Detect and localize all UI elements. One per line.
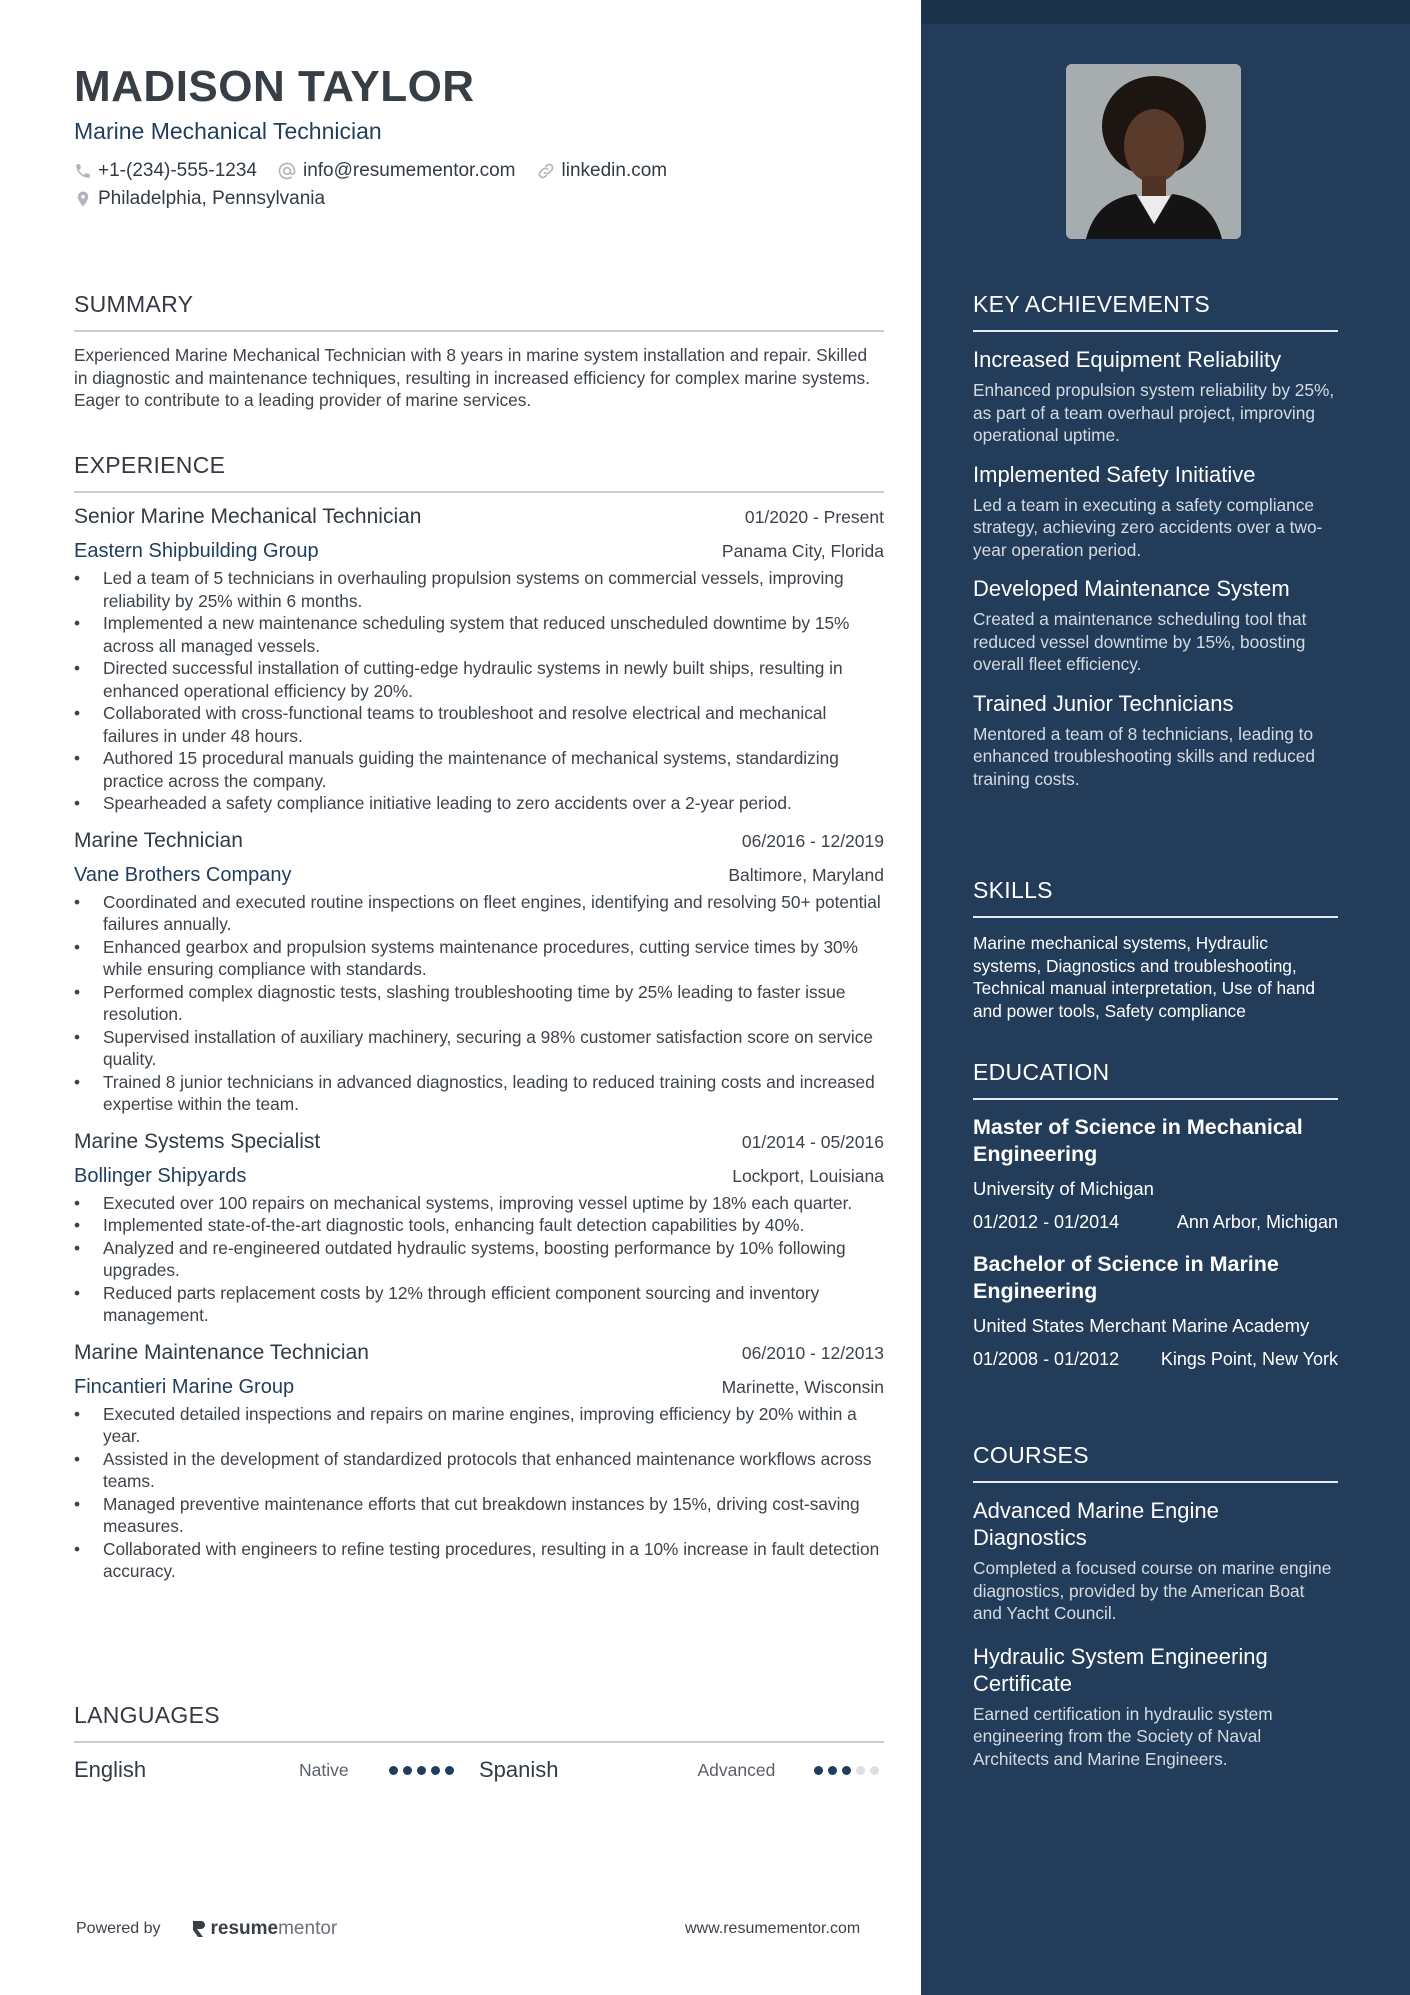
job-role: Senior Marine Mechanical Technician — [74, 505, 422, 528]
job-bullet: • Implemented state-of-the-art diagnostic tools, enhancing fault detection capabilities by 40%. — [74, 1214, 884, 1237]
location-text: Philadelphia, Pennsylvania — [98, 188, 326, 209]
job-bullet: • Implemented a new maintenance scheduling system that reduced unscheduled downtime by 15% across all managed vessels. — [74, 612, 884, 657]
education-heading: EDUCATION — [973, 1059, 1338, 1100]
achievement-title: Trained Junior Technicians — [973, 690, 1234, 716]
job-location: Panama City, Florida — [721, 541, 884, 561]
at-icon — [277, 161, 297, 181]
powered-by-label: Powered by — [76, 1920, 161, 1937]
education-location: Kings Point, New York — [1160, 1349, 1338, 1369]
logo-text-bold: resume — [210, 1918, 279, 1939]
job-bullet: • Spearheaded a safety compliance initiative leading to zero accidents over a 2-year period. — [74, 792, 884, 815]
summary-section — [74, 291, 884, 412]
job-bullet: • Directed successful installation of cutting-edge hydraulic systems in newly built ships, resulting in enhanced operational efficiency by 20%. — [74, 657, 884, 702]
location-row — [74, 188, 345, 210]
job-company: Fincantieri Marine Group — [74, 1375, 295, 1398]
summary-text: Experienced Marine Mechanical Technician with 8 years in marine system installation and repair. Skilled in diagnostic and maintenance techniques, resulting in increased efficiency for complex marine systems. Eager to contribute to a leading provider of marine services. — [74, 345, 870, 410]
phone-text: +1-(234)-555-1234 — [98, 160, 257, 181]
languages-section — [74, 1702, 884, 1783]
skills-section — [973, 877, 1338, 1022]
achievement-text: Created a maintenance scheduling tool that reduced vessel downtime by 15%, boosting overall fleet efficiency. — [973, 609, 1307, 674]
job-bullets — [74, 1192, 884, 1327]
job-entry — [74, 505, 884, 815]
job-dates: 01/2014 - 05/2016 — [741, 1131, 884, 1152]
job-bullet: • Analyzed and re-engineered outdated hydraulic systems, boosting performance by 10% following upgrades. — [74, 1237, 884, 1282]
language-rating — [814, 1766, 884, 1775]
sidebar-top-bar — [921, 0, 1410, 24]
linkedin-contact[interactable] — [536, 160, 668, 182]
skills-text: Marine mechanical systems, Hydraulic systems, Diagnostics and troubleshooting, Technical manual interpretation, Use of hand and power tools, Safety compliance — [973, 933, 1315, 1021]
job-role: Marine Systems Specialist — [74, 1129, 321, 1153]
job-dates: 06/2010 - 12/2013 — [741, 1342, 884, 1363]
course-title: Hydraulic System Engineering Certificate — [973, 1643, 1268, 1696]
rating-dot-filled — [403, 1766, 412, 1775]
phone-contact[interactable] — [74, 160, 257, 182]
job-bullet: • Coordinated and executed routine inspections on fleet engines, identifying and resolving 50+ potential failures annually. — [74, 891, 884, 936]
job-bullet: • Assisted in the development of standardized protocols that enhanced maintenance workflows across teams. — [74, 1448, 884, 1493]
courses-section — [973, 1442, 1338, 1770]
language-item — [74, 1757, 479, 1783]
email-text: info@resumementor.com — [302, 160, 516, 181]
job-role: Marine Maintenance Technician — [74, 1340, 369, 1364]
rating-dot-filled — [445, 1766, 454, 1775]
job-bullet: • Executed over 100 repairs on mechanical systems, improving vessel uptime by 18% each quarter. — [74, 1192, 884, 1215]
courses-heading: COURSES — [973, 1442, 1338, 1483]
job-company: Vane Brothers Company — [74, 863, 292, 886]
language-rating — [389, 1766, 459, 1775]
job-bullet: • Collaborated with engineers to refine testing procedures, resulting in a 10% increase in fault detection accuracy. — [74, 1538, 884, 1583]
job-location: Baltimore, Maryland — [728, 864, 884, 885]
education-section — [973, 1059, 1338, 1370]
rating-dot-empty — [870, 1766, 879, 1775]
job-location: Lockport, Louisiana — [732, 1165, 884, 1186]
summary-heading: SUMMARY — [74, 291, 884, 332]
language-level: Native — [299, 1759, 349, 1780]
job-bullet: • Authored 15 procedural manuals guiding the maintenance of mechanical systems, standardizing practice across the company. — [74, 747, 884, 792]
job-location: Marinette, Wisconsin — [721, 1376, 884, 1397]
resumementor-logo[interactable] — [191, 1918, 338, 1940]
course-text: Completed a focused course on marine engine diagnostics, provided by the American Boat and Yacht Council. — [973, 1558, 1332, 1623]
job-bullets — [74, 567, 884, 815]
education-school: University of Michigan — [973, 1178, 1154, 1199]
candidate-name: MADISON TAYLOR — [74, 62, 475, 111]
sidebar — [921, 0, 1410, 1995]
education-dates: 01/2008 - 01/2012 — [973, 1349, 1120, 1369]
candidate-title: Marine Mechanical Technician — [74, 118, 382, 144]
education-dates: 01/2012 - 01/2014 — [973, 1212, 1120, 1232]
job-dates: 06/2016 - 12/2019 — [741, 830, 884, 851]
job-entry — [74, 829, 884, 1116]
course-text: Earned certification in hydraulic system engineering from the Society of Naval Architects and Marine Engineers. — [973, 1703, 1273, 1769]
experience-heading: EXPERIENCE — [74, 452, 884, 493]
rating-dot-filled — [828, 1766, 837, 1775]
languages-heading: LANGUAGES — [74, 1702, 884, 1743]
job-bullet: • Executed detailed inspections and repairs on marine engines, improving efficiency by 20% within a year. — [74, 1403, 884, 1448]
linkedin-text: linkedin.com — [561, 160, 668, 181]
logo-mark-icon — [191, 1919, 207, 1939]
job-dates: 01/2020 - Present — [744, 507, 884, 527]
experience-section — [74, 452, 884, 1583]
job-bullets — [74, 891, 884, 1116]
profile-photo — [1066, 64, 1241, 239]
languages-row — [74, 1757, 884, 1783]
achievements-heading: KEY ACHIEVEMENTS — [973, 291, 1338, 332]
achievements-section — [973, 291, 1338, 790]
job-bullet: • Collaborated with cross-functional teams to troubleshoot and resolve electrical and mechanical failures in under 48 hours. — [74, 702, 884, 747]
job-role: Marine Technician — [74, 828, 243, 852]
job-company: Eastern Shipbuilding Group — [74, 540, 319, 562]
achievement-title: Developed Maintenance System — [973, 576, 1290, 601]
education-school: United States Merchant Marine Academy — [973, 1315, 1310, 1336]
job-bullets — [74, 1403, 884, 1583]
rating-dot-filled — [842, 1766, 851, 1775]
job-bullet: • Enhanced gearbox and propulsion systems maintenance procedures, cutting service times by 30% while ensuring compliance with standards. — [74, 936, 884, 981]
achievement-text: Led a team in executing a safety compliance strategy, achieving zero accidents over a two-year operation period. — [973, 494, 1323, 560]
achievement-text: Enhanced propulsion system reliability by 25%, as part of a team overhaul project, improving operational uptime. — [973, 380, 1335, 445]
language-name: Spanish — [479, 1757, 559, 1782]
education-meta — [973, 1212, 1338, 1233]
job-entry — [74, 1130, 884, 1327]
education-meta — [973, 1349, 1338, 1370]
profile-photo-illustration — [1066, 64, 1241, 239]
achievement-title: Implemented Safety Initiative — [973, 461, 1256, 487]
education-degree: Bachelor of Science in Marine Engineering — [973, 1252, 1279, 1303]
education-degree: Master of Science in Mechanical Engineering — [973, 1115, 1303, 1166]
language-item — [479, 1757, 884, 1783]
achievement-title: Increased Equipment Reliability — [973, 347, 1282, 372]
job-bullet: • Managed preventive maintenance efforts that cut breakdown instances by 15%, driving cost-saving measures. — [74, 1493, 884, 1538]
course-title: Advanced Marine Engine Diagnostics — [973, 1498, 1219, 1550]
email-contact[interactable] — [277, 160, 516, 182]
language-name: English — [74, 1757, 147, 1782]
rating-dot-filled — [389, 1766, 398, 1775]
skills-heading: SKILLS — [973, 877, 1338, 918]
logo-text-light: mentor — [278, 1918, 338, 1939]
language-level: Advanced — [697, 1759, 776, 1780]
location-pin-icon — [74, 189, 92, 209]
rating-dot-filled — [431, 1766, 440, 1775]
powered-by — [76, 1918, 337, 1940]
link-icon — [536, 161, 556, 181]
education-location: Ann Arbor, Michigan — [1176, 1212, 1338, 1232]
phone-icon — [74, 162, 92, 180]
contact-row — [74, 160, 687, 182]
job-entry — [74, 1341, 884, 1583]
rating-dot-filled — [417, 1766, 426, 1775]
job-bullet: • Reduced parts replacement costs by 12% through efficient component sourcing and inventory management. — [74, 1282, 884, 1327]
job-bullet: • Led a team of 5 technicians in overhauling propulsion systems on commercial vessels, improving reliability by 25% within 6 months. — [74, 567, 884, 612]
job-bullet: • Trained 8 junior technicians in advanced diagnostics, leading to reduced training costs and increased expertise within the team. — [74, 1071, 884, 1116]
rating-dot-filled — [814, 1766, 823, 1775]
job-bullet: • Performed complex diagnostic tests, slashing troubleshooting time by 25% leading to faster issue resolution. — [74, 981, 884, 1026]
location-contact — [74, 188, 325, 210]
footer-url[interactable]: www.resumementor.com — [685, 1920, 861, 1937]
job-bullet: • Supervised installation of auxiliary machinery, securing a 98% customer satisfaction score on service quality. — [74, 1026, 884, 1071]
rating-dot-empty — [856, 1766, 865, 1775]
job-company: Bollinger Shipyards — [74, 1164, 247, 1187]
achievement-text: Mentored a team of 8 technicians, leading to enhanced troubleshooting skills and reduced training costs. — [973, 723, 1316, 789]
